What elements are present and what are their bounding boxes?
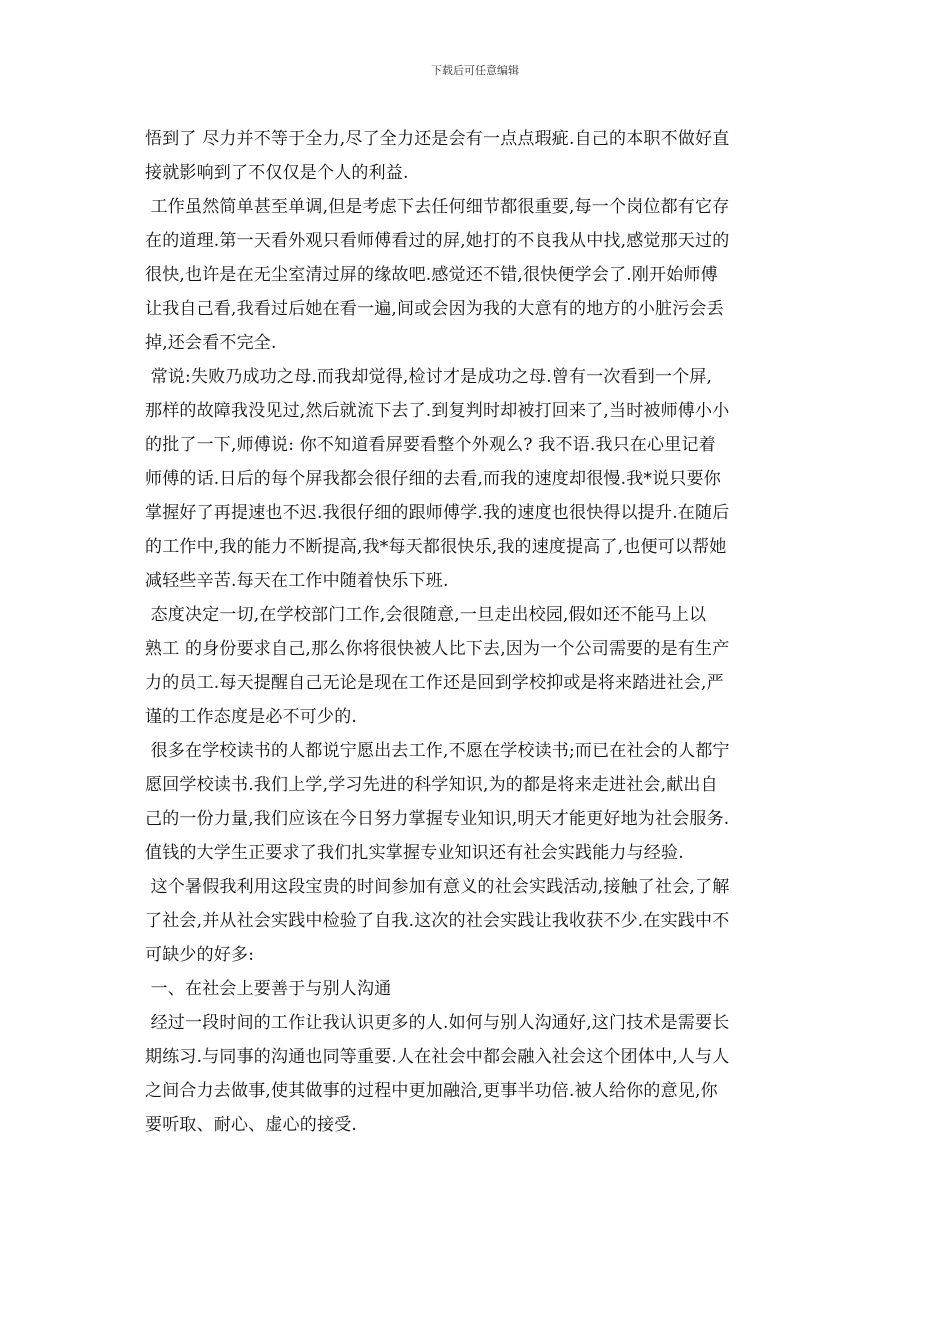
text-line: 掉,还会看不完全.: [145, 333, 277, 353]
text-line: 可缺少的好多:: [145, 945, 255, 965]
text-line: 接就影响到了不仅仅是个人的利益.: [145, 163, 409, 183]
text-line: 之间合力去做事,使其做事的过程中更加融洽,更事半功倍.被人给你的意见,你: [145, 1081, 718, 1101]
text-line: 很多在学校读书的人都说宁愿出去工作,不愿在学校读书;而已在社会的人都宁: [145, 741, 730, 761]
text-line: 常说:失败乃成功之母.而我却觉得,检讨才是成功之母.曾有一次看到一个屏,: [145, 367, 713, 387]
text-line: 掌握好了再提速也不迟.我很仔细的跟师傅学.我的速度也很快得以提升.在随后: [145, 503, 730, 523]
text-line: 了社会,并从社会实践中检验了自我.这次的社会实践让我收获不少.在实践中不: [145, 911, 730, 931]
text-line: 熟工 的身份要求自己,那么你将很快被人比下去,因为一个公司需要的是有生产: [145, 639, 730, 659]
text-line: 工作虽然简单甚至单调,但是考虑下去任何细节都很重要,每一个岗位都有它存: [145, 197, 730, 217]
text-line: 要听取、耐心、虚心的接受.: [145, 1115, 358, 1135]
text-line: 很快,也许是在无尘室清过屏的缘故吧.感觉还不错,很快便学会了.刚开始师傅: [145, 265, 718, 285]
text-line: 经过一段时间的工作让我认识更多的人.如何与别人沟通好,这门技术是需要长: [145, 1013, 730, 1033]
text-line: 态度决定一切,在学校部门工作,会很随意,一旦走出校园,假如还不能马上以: [145, 605, 707, 625]
text-line: 期练习.与同事的沟通也同等重要.人在社会中都会融入社会这个团体中,人与人: [145, 1047, 730, 1067]
text-line: 谨的工作态度是必不可少的.: [145, 707, 358, 727]
text-line: 悟到了 尽力并不等于全力,尽了全力还是会有一点点瑕疵.自己的本职不做好直: [145, 129, 730, 149]
text-line: 减轻些辛苦.每天在工作中随着快乐下班.: [145, 571, 449, 591]
text-line: 在的道理.第一天看外观只看师傅看过的屏,她打的不良我从中找,感觉那天过的: [145, 231, 730, 251]
text-line: 让我自己看,我看过后她在看一遍,间或会因为我的大意有的地方的小脏污会丢: [145, 299, 724, 319]
text-line: 值钱的大学生正要求了我们扎实掌握专业知识还有社会实践能力与经验.: [145, 843, 684, 863]
page-header: 下载后可任意编辑: [431, 64, 519, 77]
text-line: 这个暑假我利用这段宝贵的时间参加有意义的社会实践活动,接触了社会,了解: [145, 877, 730, 897]
text-line: 力的员工.每天提醒自己无论是现在工作还是回到学校抑或是将来踏进社会,严: [145, 673, 724, 693]
text-line: 那样的故障我没见过,然后就流下去了.到复判时却被打回来了,当时被师傅小小: [145, 401, 730, 421]
text-line: 愿回学校读书.我们上学,学习先进的科学知识,为的都是将来走进社会,献出自: [145, 775, 718, 795]
text-line: 己的一份力量,我们应该在今日努力掌握专业知识,明天才能更好地为社会服务.: [145, 809, 730, 829]
text-line: 师傅的话.日后的每个屏我都会很仔细的去看,而我的速度却很慢.我*说只要你: [145, 469, 721, 489]
text-line: 的工作中,我的能力不断提高,我*每天都很快乐,我的速度提高了,也便可以帮她: [145, 537, 727, 557]
section-heading: 一、在社会上要善于与别人沟通: [145, 979, 392, 999]
text-line: 的批了一下,师傅说: 你不知道看屏要看整个外观么? 我不语.我只在心里记着: [145, 435, 716, 455]
document-body: [145, 122, 817, 1142]
